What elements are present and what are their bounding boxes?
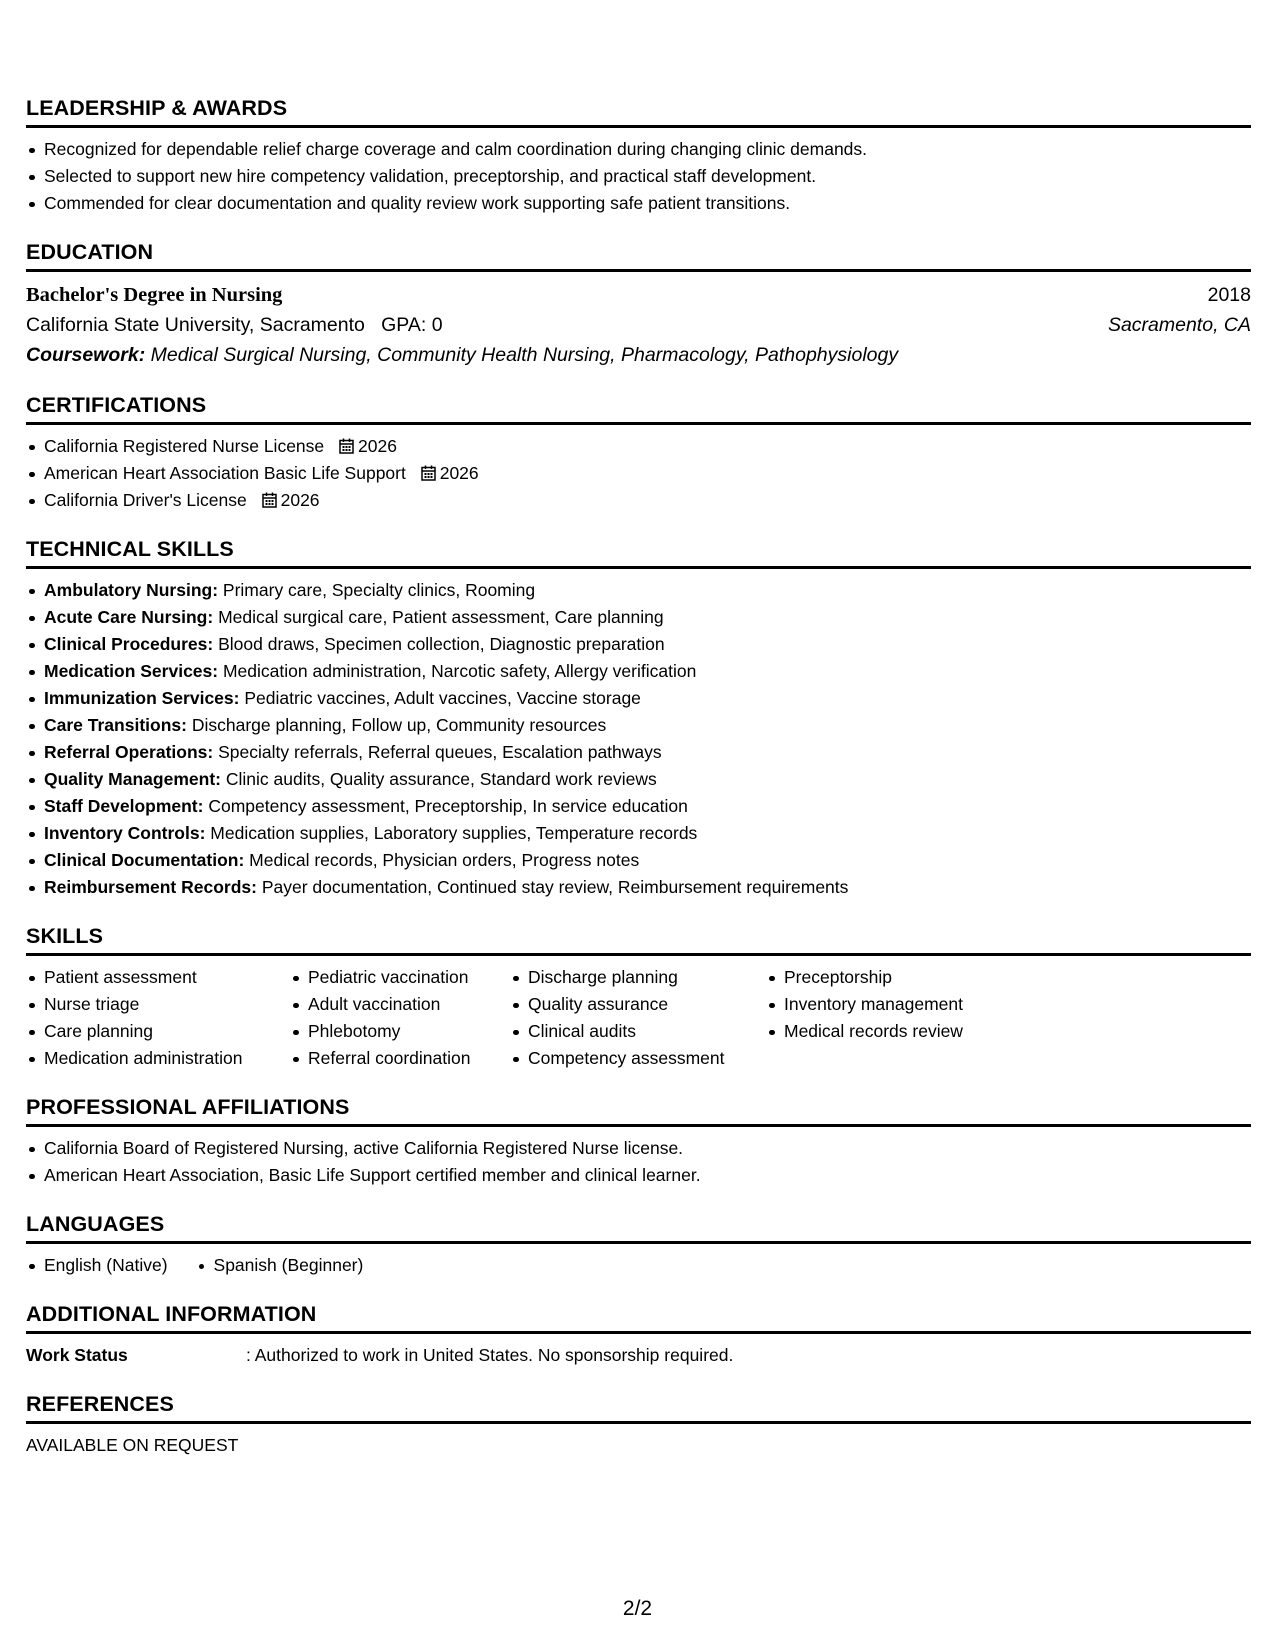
section-heading: TECHNICAL SKILLS (26, 537, 1251, 569)
skills-column (290, 964, 510, 1072)
references-section (26, 1392, 1251, 1459)
work-status-label: Work Status (26, 1345, 128, 1365)
list-item: Nurse triage (26, 991, 290, 1018)
coursework-row (26, 340, 1251, 370)
section-heading: SKILLS (26, 924, 1251, 956)
skill-category: Acute Care Nursing: (44, 607, 214, 627)
list-item (26, 874, 1251, 901)
certifications-section (26, 393, 1251, 514)
certification-year: 2026 (280, 490, 320, 510)
list-item: Competency assessment (510, 1045, 766, 1072)
skill-details: Discharge planning, Follow up, Community resources (191, 715, 607, 735)
skill-details: Pediatric vaccines, Adult vaccines, Vaccine storage (244, 688, 641, 708)
page-number: 2/2 (622, 1597, 653, 1620)
resume-page (26, 96, 1251, 1482)
list-item: Medical records review (766, 1018, 1026, 1045)
skill-details: Medical surgical care, Patient assessment, Care planning (218, 607, 664, 627)
list-item: Referral coordination (290, 1045, 510, 1072)
certifications-list (26, 433, 1251, 514)
list-item (26, 766, 1251, 793)
list-item: Selected to support new hire competency validation, preceptorship, and practical staff development. (26, 163, 1251, 190)
technical-skills-section (26, 537, 1251, 901)
skill-details: Primary care, Specialty clinics, Rooming (222, 580, 536, 600)
list-item (26, 604, 1251, 631)
list-item: Commended for clear documentation and quality review work supporting safe patient transitions. (26, 190, 1251, 217)
certification-name: American Heart Association Basic Life Support (44, 463, 406, 483)
skills-column (510, 964, 766, 1072)
skill-details: Medication supplies, Laboratory supplies, Temperature records (210, 823, 698, 843)
skill-details: Competency assessment, Preceptorship, In service education (208, 796, 688, 816)
section-heading: LANGUAGES (26, 1212, 1251, 1244)
skill-category: Referral Operations: (44, 742, 214, 762)
section-heading: REFERENCES (26, 1392, 1251, 1424)
list-item: Recognized for dependable relief charge coverage and calm coordination during changing clinic demands. (26, 136, 1251, 163)
skill-category: Care Transitions: (44, 715, 187, 735)
list-item: Quality assurance (510, 991, 766, 1018)
certification-name: California Registered Nurse License (44, 436, 325, 456)
skills-column (26, 964, 290, 1072)
work-status-value: : Authorized to work in United States. No sponsorship required. (246, 1345, 734, 1365)
additional-info-section (26, 1302, 1251, 1369)
skill-details: Blood draws, Specimen collection, Diagnostic preparation (218, 634, 665, 654)
list-item: Clinical audits (510, 1018, 766, 1045)
section-heading: LEADERSHIP & AWARDS (26, 96, 1251, 128)
skill-category: Reimbursement Records: (44, 877, 257, 897)
list-item: Medication administration (26, 1045, 290, 1072)
leadership-section (26, 96, 1251, 217)
affiliations-section (26, 1095, 1251, 1189)
school-location: Sacramento, CA (1107, 314, 1251, 336)
list-item: Patient assessment (26, 964, 290, 991)
list-item: Preceptorship (766, 964, 1026, 991)
skill-category: Clinical Procedures: (44, 634, 214, 654)
languages-list (26, 1252, 1251, 1279)
technical-skills-list (26, 577, 1251, 901)
calendar-icon (262, 492, 277, 508)
list-item: Care planning (26, 1018, 290, 1045)
skill-details: Payer documentation, Continued stay review, Reimbursement requirements (261, 877, 849, 897)
calendar-icon (421, 465, 436, 481)
section-heading: ADDITIONAL INFORMATION (26, 1302, 1251, 1334)
list-item (26, 577, 1251, 604)
list-item (26, 685, 1251, 712)
coursework (26, 340, 898, 370)
skill-category: Medication Services: (44, 661, 219, 681)
list-item (26, 820, 1251, 847)
section-heading: EDUCATION (26, 240, 1251, 272)
certification-name: California Driver's License (44, 490, 247, 510)
school-name: California State University, Sacramento (26, 314, 365, 336)
certification-year: 2026 (358, 436, 397, 456)
list-item: California Board of Registered Nursing, active California Registered Nurse license. (26, 1135, 1251, 1162)
skill-details: Clinic audits, Quality assurance, Standard work reviews (225, 769, 657, 789)
leadership-list (26, 136, 1251, 217)
education-school-row (26, 310, 1251, 340)
list-item: American Heart Association, Basic Life Support certified member and clinical learner. (26, 1162, 1251, 1189)
skill-category: Ambulatory Nursing: (44, 580, 219, 600)
skill-details: Specialty referrals, Referral queues, Escalation pathways (218, 742, 662, 762)
affiliations-list (26, 1135, 1251, 1189)
degree-name: Bachelor's Degree in Nursing (26, 284, 283, 306)
skills-section (26, 924, 1251, 1072)
skill-details: Medical records, Physician orders, Progress notes (249, 850, 640, 870)
list-item: Inventory management (766, 991, 1026, 1018)
gpa: GPA: 0 (381, 314, 443, 336)
references-text: AVAILABLE ON REQUEST (26, 1435, 239, 1455)
list-item (26, 658, 1251, 685)
education-degree-row (26, 280, 1251, 310)
skills-column (766, 964, 1026, 1072)
certification-year: 2026 (439, 463, 479, 483)
list-item: Phlebotomy (290, 1018, 510, 1045)
school-info (26, 310, 443, 340)
list-item: Adult vaccination (290, 991, 510, 1018)
degree-year: 2018 (1207, 284, 1251, 306)
list-item (26, 487, 1251, 514)
list-item (26, 739, 1251, 766)
education-section (26, 240, 1251, 370)
skill-category: Staff Development: (44, 796, 204, 816)
calendar-icon (339, 438, 354, 454)
work-status-row (26, 1342, 1251, 1369)
list-item (26, 847, 1251, 874)
section-heading: CERTIFICATIONS (26, 393, 1251, 425)
skill-category: Quality Management: (44, 769, 221, 789)
coursework-label: Coursework: (26, 344, 146, 366)
skill-category: Clinical Documentation: (44, 850, 245, 870)
skills-grid (26, 964, 1251, 1072)
list-item (26, 433, 1251, 460)
list-item (26, 712, 1251, 739)
skill-category: Inventory Controls: (44, 823, 206, 843)
list-item (26, 460, 1251, 487)
list-item: Discharge planning (510, 964, 766, 991)
skill-details: Medication administration, Narcotic safety, Allergy verification (222, 661, 697, 681)
list-item (26, 631, 1251, 658)
skill-category: Immunization Services: (44, 688, 240, 708)
list-item: Spanish (Beginner) (196, 1252, 364, 1279)
list-item (26, 793, 1251, 820)
coursework-list: Medical Surgical Nursing, Community Health Nursing, Pharmacology, Pathophysiology (150, 344, 899, 366)
section-heading: PROFESSIONAL AFFILIATIONS (26, 1095, 1251, 1127)
list-item: English (Native) (26, 1252, 168, 1279)
list-item: Pediatric vaccination (290, 964, 510, 991)
languages-section (26, 1212, 1251, 1279)
